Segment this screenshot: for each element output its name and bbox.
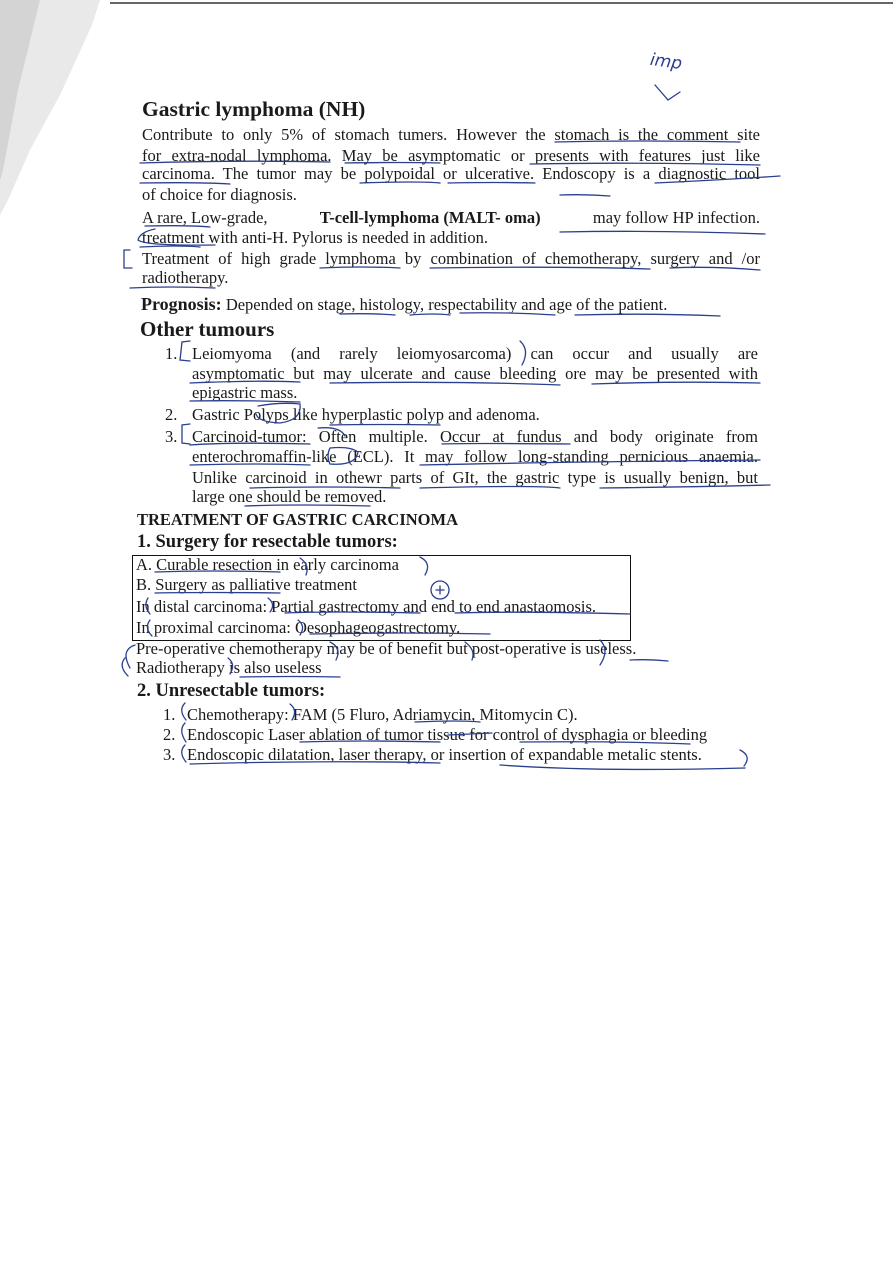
lymphoma-title: Gastric lymphoma (NH) (142, 97, 366, 121)
treatment-title: TREATMENT OF GASTRIC CARCINOMA (137, 510, 459, 529)
other-item-3-line3: Unlike carcinoid in othewr parts of GIt, the gastric type is usually benign, but (192, 468, 758, 487)
other-item-2-line1: Gastric Polyps like hyperplastic polyp and adenoma. (192, 405, 540, 424)
unresectable-item-2-number: 2. (163, 725, 176, 744)
other-item-3-line4: large one should be removed. (192, 487, 387, 506)
unresectable-title: 2. Unresectable tumors: (137, 681, 326, 701)
lymphoma-p1-line1: Contribute to only 5% of stomach tumers. However the stomach is the comment site (142, 125, 760, 144)
lymphoma-p2-line1 (142, 208, 760, 228)
handwritten-imp-note: imp (648, 49, 684, 75)
resectable-title: 1. Surgery for resectable tumors: (137, 532, 398, 552)
resectable-line-distal: In distal carcinoma: Partial gastrectomy and end to end anastaomosis. (136, 597, 597, 616)
unresectable-item-1-number: 1. (163, 705, 176, 724)
unresectable-item-3-text: Endoscopic dilatation, laser therapy, or insertion of expandable metalic stents. (187, 745, 702, 764)
other-tumours-title: Other tumours (140, 317, 275, 341)
other-item-1-number: 1. (165, 344, 178, 363)
other-item-1-line1: Leiomyoma (and rarely leiomyosarcoma) can occur and usually are (192, 344, 758, 363)
unresectable-item-1-text: Chemotherapy: FAM (5 Fluro, Adriamycin, Mitomycin C). (187, 705, 578, 724)
other-item-1-line3: epigastric mass. (192, 383, 298, 402)
resectable-line-radiotherapy: Radiotherapy is also useless (136, 658, 322, 677)
other-item-1-line2: asymptomatic but may ulcerate and cause bleeding ore may be presented with (192, 364, 758, 383)
lymphoma-p3-line2: radiotherapy. (142, 268, 229, 287)
unresectable-item-2-text: Endoscopic Laser ablation of tumor tissue for control of dysphagia or bleeding (187, 725, 708, 744)
resectable-line-a: A. Curable resection in early carcinoma (136, 555, 399, 574)
resectable-line-b: B. Surgery as palliative treatment (136, 575, 358, 594)
other-item-2-number: 2. (165, 405, 178, 424)
lymphoma-p2-bold: T-cell-lymphoma (MALT- oma) (319, 208, 541, 227)
lymphoma-p3-line1: Treatment of high grade lymphoma by combination of chemotherapy, surgery and /or (142, 249, 760, 268)
prognosis-text: Depended on stage, histology, respectability and age of the patient. (225, 295, 668, 314)
lymphoma-p2-line2: treatment with anti-H. Pylorus is needed in addition. (142, 228, 488, 247)
other-item-3-line2: enterochromaffin-like (ECL). It may follow long-standing pernicious anaemia. (192, 447, 758, 466)
resectable-line-preop: Pre-operative chemotherapy may be of benefit but post-operative is useless. (136, 639, 637, 658)
prognosis-line (141, 294, 667, 315)
lymphoma-p1-line3: carcinoma. The tumor may be polypoidal or ulcerative. Endoscopy is a diagnostic tool (142, 164, 760, 183)
unresectable-item-3-number: 3. (163, 745, 176, 764)
other-item-3-number: 3. (165, 427, 178, 446)
lymphoma-p2-tail: may follow HP infection. (592, 208, 760, 227)
other-item-3-line1: Carcinoid-tumor: Often multiple. Occur at fundus and body originate from (192, 427, 758, 446)
prognosis-label: Prognosis: (141, 294, 222, 314)
lymphoma-p1-line2: for extra-nodal lymphoma. May be asymptomatic or presents with features just like (142, 146, 760, 165)
lymphoma-p1-line4: of choice for diagnosis. (142, 185, 297, 204)
lymphoma-p2-lead: A rare, Low-grade, (142, 208, 268, 227)
resectable-line-proximal: In proximal carcinoma: Oesophageogastrectomy. (136, 618, 461, 637)
